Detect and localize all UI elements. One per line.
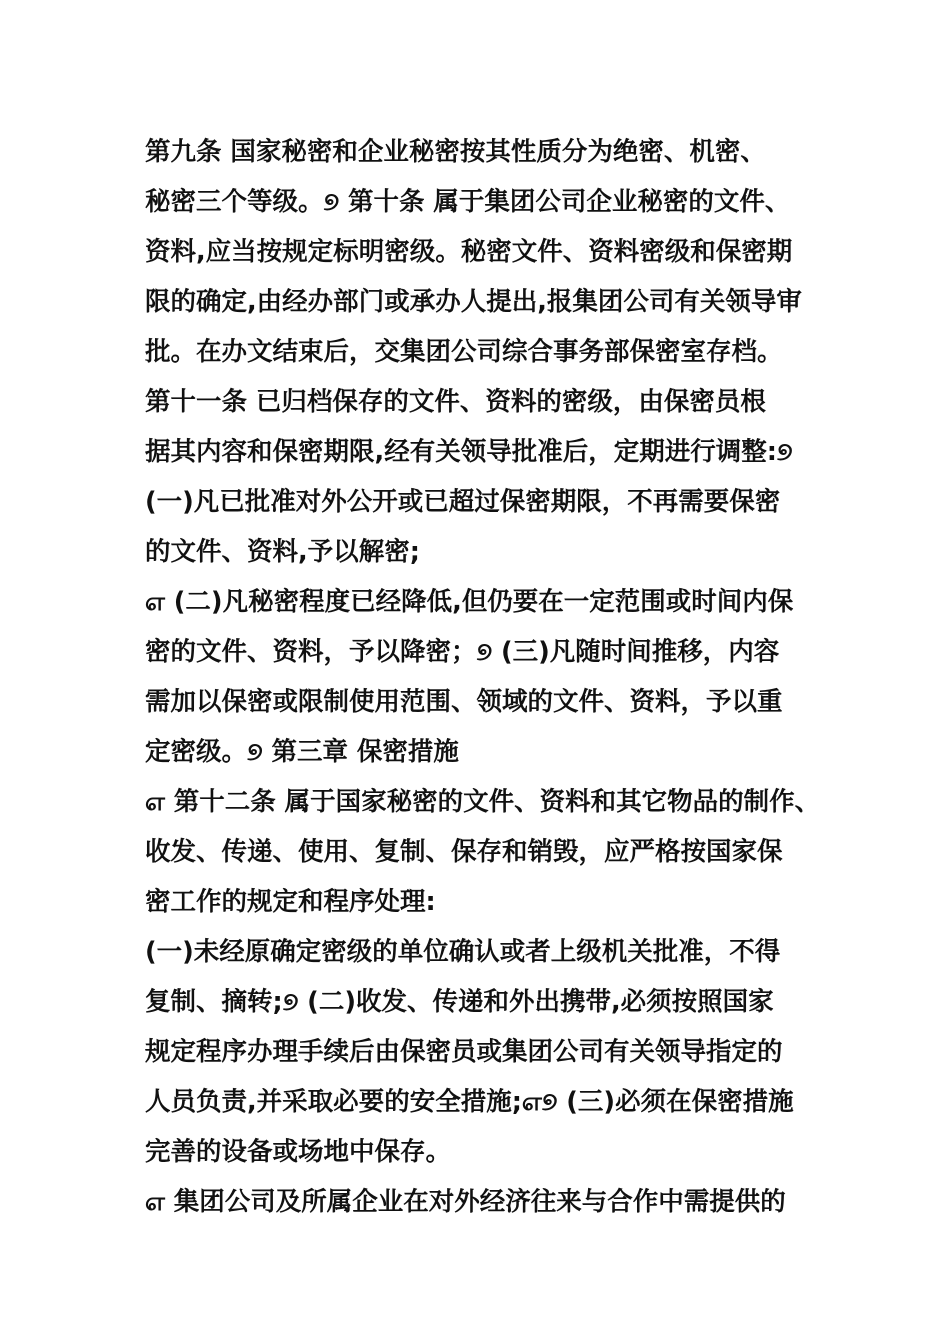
text-line: 密的文件、资料，予以降密；୭ (三)凡随时间推移，内容 — [145, 637, 780, 667]
text-line: 限的确定,由经办部门或承办人提出,报集团公司有关领导审 — [145, 287, 802, 317]
text-line: எ 集团公司及所属企业在对外经济往来与合作中需提供的 — [145, 1187, 786, 1217]
text-line: (一)未经原确定密级的单位确认或者上级机关批准，不得 — [145, 937, 781, 967]
text-line: 秘密三个等级。୭ 第十条 属于集团公司企业秘密的文件、 — [145, 187, 791, 217]
text-line: 复制、摘转;୭ (二)收发、传递和外出携带,必须按照国家 — [145, 987, 774, 1017]
text-line: 的文件、资料,予以解密; — [145, 537, 420, 567]
text-line: 密工作的规定和程序处理: — [145, 887, 436, 917]
text-line: 规定程序办理手续后由保密员或集团公司有关领导指定的 — [145, 1037, 783, 1067]
text-line: (一)凡已批准对外公开或已超过保密期限，不再需要保密 — [145, 487, 781, 517]
text-line: 资料,应当按规定标明密级。秘密文件、资料密级和保密期 — [145, 237, 793, 267]
text-line: 收发、传递、使用、复制、保存和销毁，应严格按国家保 — [145, 837, 783, 867]
document-body — [145, 127, 825, 1227]
text-line: 需加以保密或限制使用范围、领域的文件、资料，予以重 — [145, 687, 783, 717]
text-line: 批。在办文结束后，交集团公司综合事务部保密室存档。 — [145, 337, 783, 367]
text-line: எ 第十二条 属于国家秘密的文件、资料和其它物品的制作、 — [145, 787, 821, 817]
text-line: 第九条 国家秘密和企业秘密按其性质分为绝密、机密、 — [145, 137, 766, 167]
text-line: 定密级。୭ 第三章 保密措施 — [145, 737, 459, 767]
text-line: 据其内容和保密期限,经有关领导批准后，定期进行调整:୭ — [145, 437, 793, 467]
text-line: 人员负责,并采取必要的安全措施;எ୭ (三)必须在保密措施 — [145, 1087, 794, 1117]
text-line: 完善的设备或场地中保存。 — [145, 1137, 452, 1167]
text-line: 第十一条 已归档保存的文件、资料的密级，由保密员根 — [145, 387, 766, 417]
text-line: எ (二)凡秘密程度已经降低,但仍要在一定范围或时间内保 — [145, 587, 794, 617]
